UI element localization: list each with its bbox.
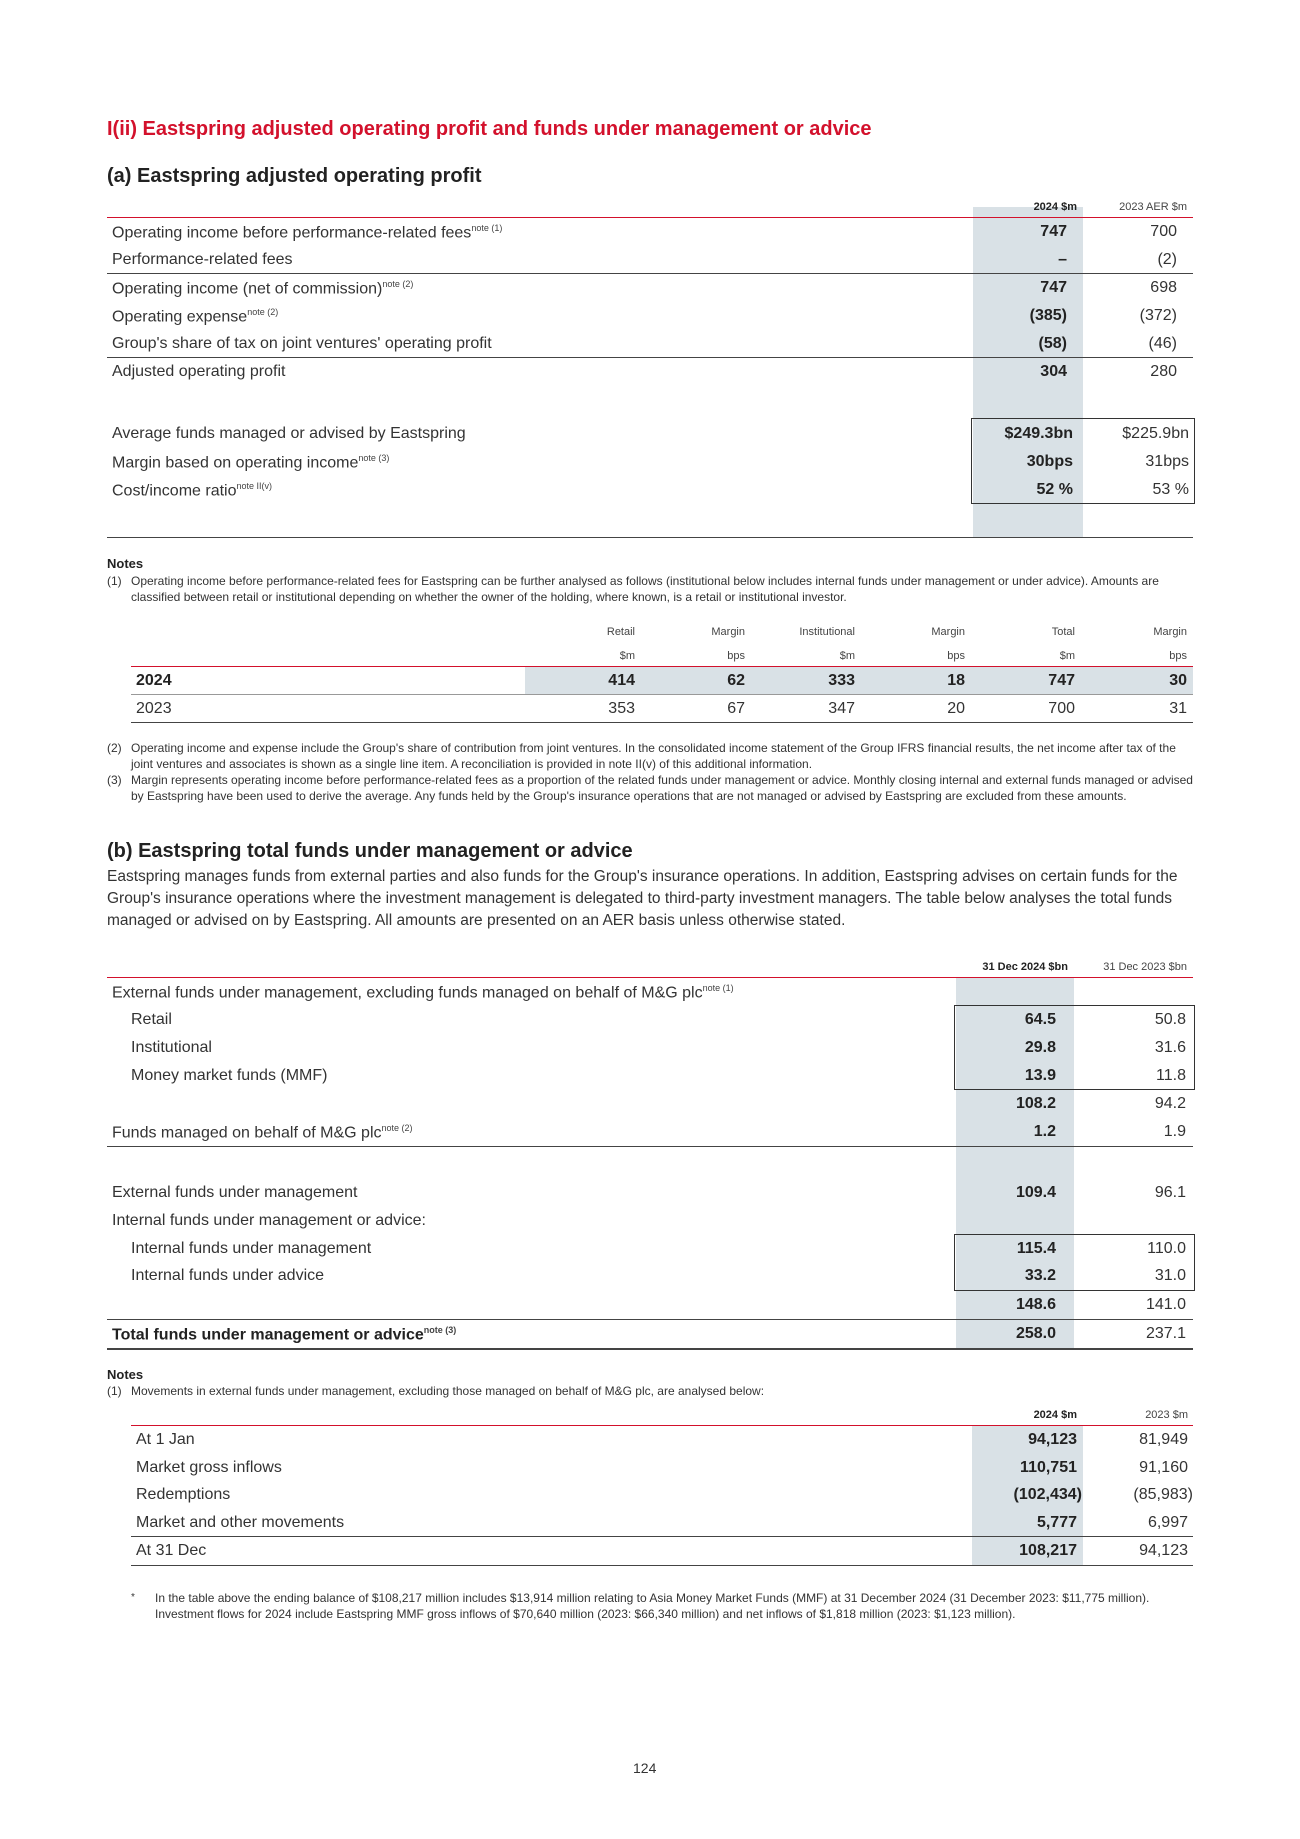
sub-col-header: Margin bps bbox=[931, 626, 965, 662]
row-label: Funds managed on behalf of M&G plc$^{note (2)}$ bbox=[112, 1123, 413, 1142]
value-2023: 237.1 bbox=[1145, 1325, 1186, 1342]
section-a-col1-header: 2024 $m bbox=[1033, 201, 1077, 213]
rule bbox=[131, 722, 1193, 723]
value: 347 bbox=[828, 700, 855, 717]
row-label: Operating income before performance-related fees$^{note (1)}$ bbox=[112, 223, 503, 242]
section-a-bottom-rule bbox=[107, 537, 1193, 538]
value-2024: 52 % bbox=[1036, 481, 1073, 498]
table-row bbox=[107, 1179, 1193, 1207]
table-row-subtotal bbox=[107, 1090, 1193, 1118]
row-label: Total funds under management or advice$^{note (3)}$ bbox=[112, 1325, 457, 1344]
movements-row bbox=[131, 1454, 1193, 1482]
table-row bbox=[107, 358, 1193, 386]
value-2024: 33.2 bbox=[1024, 1267, 1056, 1284]
note-3: (3) Margin represents operating income before performance-related fees as a proportion of the related funds under management or advice. Monthly closing internal and external funds managed or advised by Eastspring have been used to derive the average. Any funds held by the Group's insurance operations that are not managed or advised by Eastspring are excluded from these amounts. bbox=[107, 773, 1193, 803]
table-row-total bbox=[107, 1320, 1193, 1348]
value-2024: 109.4 bbox=[1015, 1184, 1056, 1201]
sub-table-row bbox=[131, 695, 1193, 723]
value-2023: (85,983) bbox=[1133, 1486, 1193, 1503]
value: 30 bbox=[1169, 672, 1187, 689]
value-2024: 115.4 bbox=[1016, 1240, 1056, 1257]
row-label: Cost/income ratio$^{note II(v)}$ bbox=[112, 481, 273, 500]
section-a-col2-header: 2023 AER $m bbox=[1119, 201, 1187, 213]
table-row bbox=[107, 246, 1193, 274]
value-2024: 5,777 bbox=[1036, 1514, 1077, 1531]
sub-col-header: Margin bps bbox=[711, 626, 745, 662]
row-label: Performance-related fees bbox=[112, 251, 293, 268]
value-2024: 747 bbox=[1040, 223, 1067, 240]
row-label: At 31 Dec bbox=[136, 1542, 207, 1559]
row-label: Market gross inflows bbox=[136, 1459, 282, 1476]
value-2024: 108,217 bbox=[1019, 1542, 1077, 1559]
table-row bbox=[107, 420, 1193, 448]
value-2023: 94.2 bbox=[1154, 1095, 1186, 1112]
value-2023: 280 bbox=[1150, 363, 1177, 380]
value-2023: $225.9bn bbox=[1122, 425, 1189, 442]
notes-heading: Notes bbox=[107, 556, 144, 571]
row-label: External funds under management, excluding funds managed on behalf of M&G plc$^{note (1)}$ bbox=[112, 983, 734, 1002]
value: 62 bbox=[727, 672, 745, 689]
value: 414 bbox=[608, 672, 635, 689]
value-2023: 94,123 bbox=[1139, 1542, 1188, 1559]
value-2023: 698 bbox=[1150, 279, 1177, 296]
value-2023: 6,997 bbox=[1147, 1514, 1188, 1531]
row-label: Operating expense$^{note (2)}$ bbox=[112, 307, 279, 326]
table-row bbox=[107, 218, 1193, 246]
row-label: Redemptions bbox=[136, 1486, 231, 1503]
row-label: Margin based on operating income$^{note (3)}$ bbox=[112, 453, 390, 472]
value-2024: (58) bbox=[1038, 335, 1067, 352]
row-label: 2023 bbox=[136, 700, 172, 717]
section-b-bottom-rule bbox=[107, 1348, 1193, 1350]
value-2024: 258.0 bbox=[1015, 1325, 1056, 1342]
value: 747 bbox=[1048, 672, 1075, 689]
value-2023: 141.0 bbox=[1145, 1296, 1186, 1313]
row-label: Market and other movements bbox=[136, 1514, 345, 1531]
table-row bbox=[107, 1235, 1193, 1263]
value-2024: 94,123 bbox=[1028, 1431, 1077, 1448]
value-2023: 31.0 bbox=[1154, 1267, 1186, 1284]
value-2024: 29.8 bbox=[1024, 1039, 1056, 1056]
note-movements: (1) Movements in external funds under management, excluding those managed on behalf of M&G plc, are analysed below: bbox=[107, 1384, 765, 1398]
row-label: Institutional bbox=[131, 1039, 212, 1056]
table-row-subtotal bbox=[107, 1291, 1193, 1319]
table-row bbox=[107, 1118, 1193, 1146]
table-row bbox=[107, 448, 1193, 476]
section-b-intro: Eastspring manages funds from external parties and also funds for the Group's insurance operations. In addition, Eastspring advises on certain funds for the Group's insurance operations where the investment management is delegated to third-party investment managers. The table below analyses the total funds managed or advised on by Eastspring. All amounts are presented on an AER basis unless otherwise stated. bbox=[107, 868, 1178, 929]
note-2: (2) Operating income and expense include the Group's share of contribution from joint ventures. In the consolidated income statement of the Group IFRS financial results, the net income after tax of the joint ventures and associates is shown as a single line item. A reconciliation is provided in note II(v) of this additional information. bbox=[107, 741, 1176, 771]
table-row bbox=[107, 1006, 1193, 1034]
table-row bbox=[107, 978, 1193, 1006]
rule bbox=[107, 1146, 1193, 1147]
value: 31 bbox=[1169, 700, 1187, 717]
movements-row bbox=[131, 1481, 1193, 1509]
value-2024: 64.5 bbox=[1024, 1011, 1056, 1028]
movements-row bbox=[131, 1509, 1193, 1537]
value-2024: – bbox=[1058, 251, 1067, 268]
value-2023: (2) bbox=[1157, 251, 1177, 268]
value: 20 bbox=[947, 700, 965, 717]
movements-row bbox=[131, 1426, 1193, 1454]
value: 333 bbox=[828, 672, 855, 689]
table-row bbox=[107, 274, 1193, 302]
movements-col2-header: 2023 $m bbox=[1145, 1409, 1188, 1421]
sub-col-header: Margin bps bbox=[1153, 626, 1187, 662]
footnote: * In the table above the ending balance of $108,217 million includes $13,914 million relating to Asia Money Market Funds (MMF) at 31 December 2024 (31 December 2023: $11,775 million). Investment flows for 2024 include Eastspring MMF gross inflows of $70,640 million (2023: $66,340 million) and net inflows of $1,818 million (2023: $1,123 million). bbox=[131, 1591, 1150, 1621]
value-2023: 50.8 bbox=[1154, 1011, 1186, 1028]
value-2024: 13.9 bbox=[1024, 1067, 1056, 1084]
value-2024: 110,751 bbox=[1020, 1459, 1077, 1476]
value-2023: 1.9 bbox=[1163, 1123, 1186, 1140]
value-2023: 31bps bbox=[1145, 453, 1189, 470]
row-label: Operating income (net of commission)$^{note (2)}$ bbox=[112, 279, 414, 298]
note-1: (1) Operating income before performance-related fees for Eastspring can be further analysed as follows (institutional below includes internal funds under management or under advice). Amounts are classified between retail or institutional depending on whether the owner of the holding, where known, is a retail or institutional investor. bbox=[107, 574, 1159, 604]
table-row bbox=[107, 302, 1193, 330]
value-2024: (102,434) bbox=[1013, 1486, 1082, 1503]
section-a-title: (a) Eastspring adjusted operating profit bbox=[107, 165, 482, 187]
sub-table-row bbox=[131, 667, 1193, 695]
value-2023: 110.0 bbox=[1147, 1240, 1186, 1257]
sub-col-header: Retail $m bbox=[606, 626, 635, 662]
row-label: Internal funds under management bbox=[131, 1240, 372, 1257]
value-2024: 30bps bbox=[1026, 453, 1073, 470]
section-b-col2-header: 31 Dec 2023 $bn bbox=[1103, 961, 1187, 973]
value-2023: 53 % bbox=[1152, 481, 1189, 498]
value: 18 bbox=[947, 672, 965, 689]
row-label: Money market funds (MMF) bbox=[131, 1067, 328, 1084]
value: 67 bbox=[727, 700, 745, 717]
value-2023: (372) bbox=[1139, 307, 1177, 324]
row-label: Internal funds under management or advice: bbox=[112, 1212, 426, 1229]
sub-col-header: Total $m bbox=[1051, 626, 1075, 662]
table-row bbox=[107, 1034, 1193, 1062]
value: 700 bbox=[1048, 700, 1075, 717]
value-2023: 11.8 bbox=[1156, 1067, 1186, 1084]
movements-col1-header: 2024 $m bbox=[1033, 1409, 1077, 1421]
row-label: Group's share of tax on joint ventures' operating profit bbox=[112, 335, 492, 352]
value-2023: 700 bbox=[1150, 223, 1177, 240]
value-2023: (46) bbox=[1148, 335, 1177, 352]
value-2023: 31.6 bbox=[1154, 1039, 1186, 1056]
value-2023: 91,160 bbox=[1139, 1459, 1188, 1476]
row-label: Adjusted operating profit bbox=[112, 363, 286, 380]
table-row bbox=[107, 476, 1193, 504]
value: 353 bbox=[608, 700, 635, 717]
row-label: External funds under management bbox=[112, 1184, 358, 1201]
row-label: At 1 Jan bbox=[136, 1431, 195, 1448]
sub-col-header: Institutional $m bbox=[799, 626, 855, 662]
table-row bbox=[107, 330, 1193, 358]
value-2024: (385) bbox=[1029, 307, 1067, 324]
page-number: 124 bbox=[633, 1760, 657, 1776]
section-b-col1-header: 31 Dec 2024 $bn bbox=[982, 961, 1068, 973]
row-label: Retail bbox=[131, 1011, 172, 1028]
value-2023: 81,949 bbox=[1139, 1431, 1188, 1448]
rule bbox=[131, 1565, 1193, 1566]
table-row bbox=[107, 1207, 1193, 1235]
value-2024: 747 bbox=[1040, 279, 1067, 296]
table-row bbox=[107, 1262, 1193, 1290]
value-2023: 96.1 bbox=[1154, 1184, 1186, 1201]
value-2024: 148.6 bbox=[1015, 1296, 1056, 1313]
row-label: Internal funds under advice bbox=[131, 1267, 325, 1284]
notes-heading: Notes bbox=[107, 1367, 144, 1382]
movements-row bbox=[131, 1537, 1193, 1565]
row-label: Average funds managed or advised by Eastspring bbox=[112, 425, 466, 442]
row-label: 2024 bbox=[136, 672, 172, 689]
section-b-title: (b) Eastspring total funds under management or advice bbox=[107, 840, 633, 862]
value-2024: 1.2 bbox=[1033, 1123, 1056, 1140]
value-2024: 108.2 bbox=[1015, 1095, 1056, 1112]
section-heading: I(ii) Eastspring adjusted operating profit and funds under management or advice bbox=[107, 118, 872, 140]
value-2024: $249.3bn bbox=[1004, 425, 1073, 442]
value-2024: 304 bbox=[1040, 363, 1067, 380]
table-row bbox=[107, 1062, 1193, 1090]
